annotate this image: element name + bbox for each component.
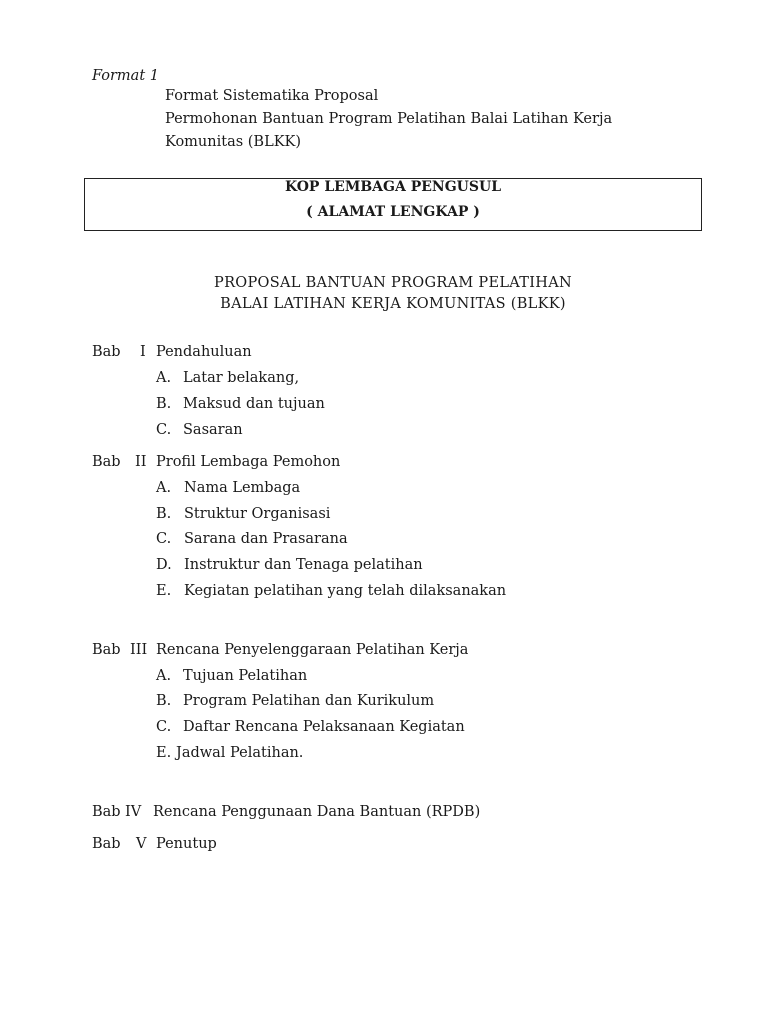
- item-text: Tujuan Pelatihan: [183, 668, 308, 684]
- item-letter: A.: [156, 370, 172, 386]
- item-letter: D.: [156, 557, 172, 573]
- item-letter: E.: [156, 745, 172, 761]
- item-text: Nama Lembaga: [184, 480, 301, 496]
- chapter-title: Penutup: [156, 836, 217, 852]
- item-letter: B.: [156, 506, 172, 522]
- chapter-title: Profil Lembaga Pemohon: [156, 454, 341, 470]
- chapter-label: Bab: [92, 454, 121, 470]
- chapter-number: III: [130, 642, 148, 658]
- item-letter: C.: [156, 422, 172, 438]
- item-letter: A.: [156, 668, 172, 684]
- item-letter: B.: [156, 693, 172, 709]
- chapter-number: IV: [125, 804, 142, 820]
- item-letter: B.: [156, 396, 172, 412]
- chapter-label: Bab: [92, 344, 121, 360]
- item-letter: C.: [156, 531, 172, 547]
- chapter-number: V: [136, 836, 147, 852]
- kop-title: KOP LEMBAGA PENGUSUL: [284, 179, 502, 195]
- item-letter: A.: [156, 480, 172, 496]
- chapter-title: Rencana Penyelenggaraan Pelatihan Kerja: [156, 642, 469, 658]
- chapter-label: Bab: [92, 642, 121, 658]
- format-label: Format 1: [92, 68, 159, 84]
- kop-box: [84, 178, 702, 231]
- header-title: Format Sistematika Proposal: [165, 88, 379, 104]
- chapter-label: Bab: [92, 804, 121, 820]
- item-text: Struktur Organisasi: [184, 506, 331, 522]
- item-text: Jadwal Pelatihan.: [176, 745, 304, 761]
- item-text: Daftar Rencana Pelaksanaan Kegiatan: [183, 719, 465, 735]
- proposal-subtitle: BALAI LATIHAN KERJA KOMUNITAS (BLKK): [220, 296, 566, 312]
- header-subtitle-cont: Komunitas (BLKK): [165, 134, 302, 150]
- item-text: Maksud dan tujuan: [183, 396, 325, 412]
- chapter-title: Rencana Penggunaan Dana Bantuan (RPDB): [153, 804, 481, 820]
- item-text: Sarana dan Prasarana: [184, 531, 348, 547]
- item-text: Instruktur dan Tenaga pelatihan: [184, 557, 423, 573]
- item-text: Latar belakang,: [183, 370, 300, 386]
- item-text: Kegiatan pelatihan yang telah dilaksanakan: [184, 583, 507, 599]
- item-letter: E.: [156, 583, 172, 599]
- kop-address: ( ALAMAT LENGKAP ): [306, 204, 480, 220]
- item-letter: C.: [156, 719, 172, 735]
- chapter-number: I: [140, 344, 146, 360]
- item-text: Sasaran: [183, 422, 243, 438]
- header-subtitle: Permohonan Bantuan Program Pelatihan Balai Latihan Kerja: [165, 111, 613, 127]
- chapter-title: Pendahuluan: [156, 344, 252, 360]
- item-text: Program Pelatihan dan Kurikulum: [183, 693, 435, 709]
- chapter-number: II: [135, 454, 147, 470]
- proposal-title: PROPOSAL BANTUAN PROGRAM PELATIHAN: [214, 275, 572, 291]
- chapter-label: Bab: [92, 836, 121, 852]
